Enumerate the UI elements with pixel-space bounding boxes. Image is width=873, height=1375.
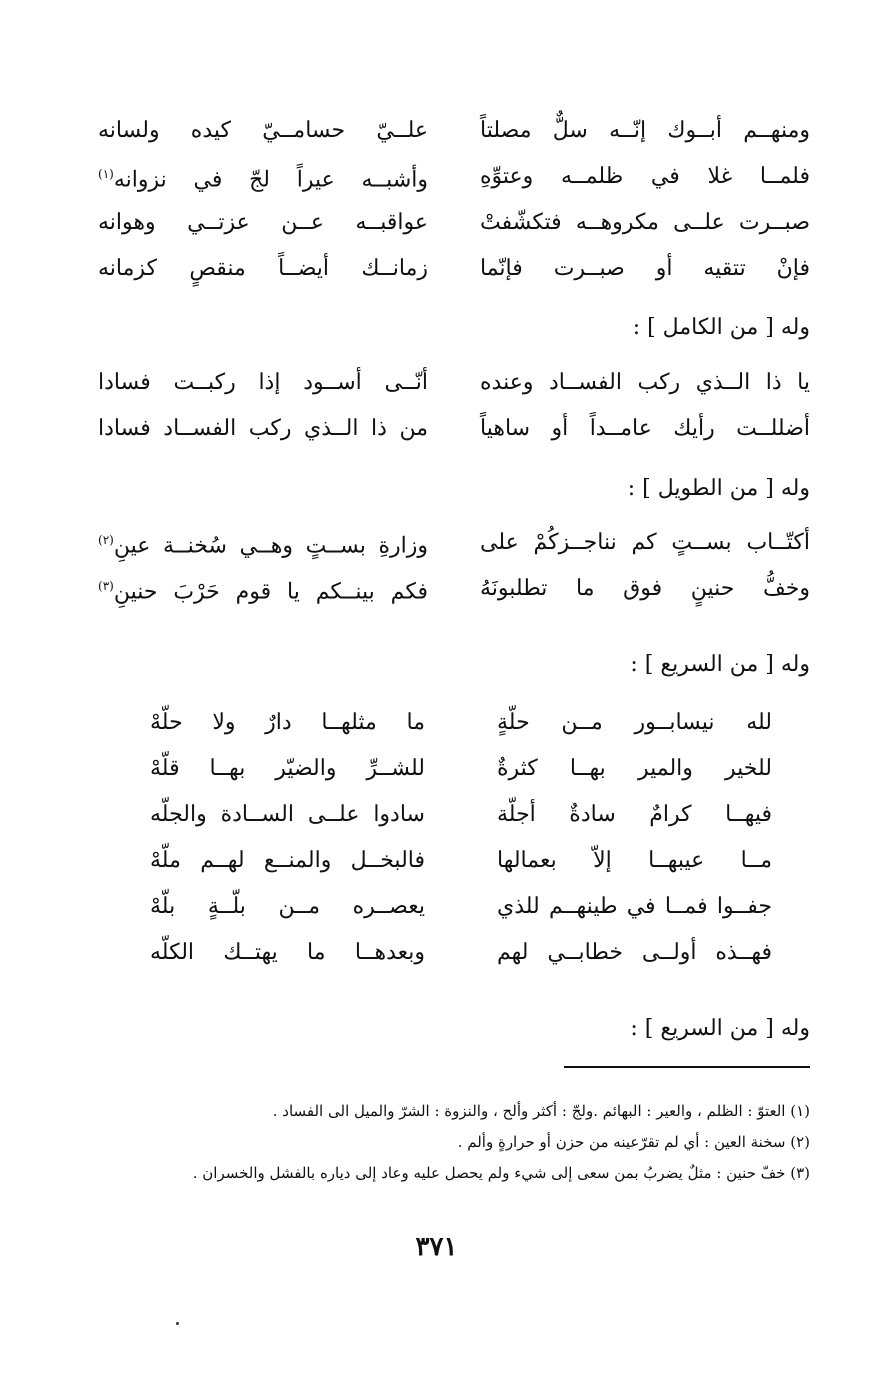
verse-first-hemistich: يا ذا الــذي ركب الفســاد وعنده (480, 370, 810, 395)
verse (98, 406, 810, 452)
hemistich-text: عواقبــه عــن عزتــي وهوانه (98, 210, 428, 235)
verse-second-hemistich (98, 414, 428, 444)
verse-first-hemistich: جفــوا فمــا في طينهــم للذي (497, 894, 772, 919)
verse (98, 246, 810, 292)
page-number: ٣٧١ (415, 1232, 458, 1262)
footnotes (98, 1096, 810, 1189)
verse (150, 838, 772, 884)
verse-first-hemistich: فلمــا غلا في ظلمــه وعتوِّهِ (480, 164, 810, 189)
verse-second-hemistich: للشــرِّ والضيّر بهــا قلّهْ (150, 756, 425, 781)
section-heading: وله [ من السريع ] : (630, 1016, 810, 1041)
hemistich-text: من ذا الــذي ركب الفســاد فسادا (98, 416, 428, 441)
verse (150, 746, 772, 792)
footnote: (١) العتوّ : الظلم ، والعير : البهائم .ولجّ : أكثر وألح ، والنزوة : الشرّ والميل الى الفساد . (272, 1102, 810, 1120)
section-heading: وله [ من الطويل ] : (627, 476, 810, 501)
verse-first-hemistich: مــا عيبهــا إلاّ بعمالها (497, 848, 772, 873)
verse-second-hemistich (98, 159, 428, 195)
section-heading: وله [ من السريع ] : (630, 652, 810, 677)
verse (98, 108, 810, 154)
hemistich-text: أنّــى أســود إذا ركبــت فسادا (98, 370, 428, 395)
verse (150, 930, 772, 976)
verse (98, 360, 810, 406)
verse-second-hemistich (98, 571, 428, 607)
verse (98, 566, 810, 612)
hemistich-text: وأشبــه عيراً لجّ في نزوانه (113, 167, 428, 193)
verse-second-hemistich: سادوا علــى الســادة والجلّه (150, 802, 425, 827)
footnote: (٣) خفّ حنين : مثلٌ يضربُ بمن سعى إلى شيء ولم يحصل عليه وعاد إلى دياره بالفشل والخسران . (192, 1164, 810, 1182)
verse-first-hemistich: أضللــت رأيك عامــداً أو ساهياً (480, 416, 810, 441)
verse-first-hemistich: لله نيسابــور مــن حلّةٍ (497, 710, 772, 735)
verse-second-hemistich: ما مثلهــا دارٌ ولا حلّهْ (150, 710, 425, 735)
poem-3 (98, 520, 810, 612)
verse (98, 520, 810, 566)
verse-first-hemistich: فيهــا كرامٌ سادةٌ أجلّة (497, 802, 772, 827)
footnote-marker: (١) (98, 166, 114, 181)
verse-second-hemistich (98, 368, 428, 398)
verse (150, 700, 772, 746)
footnote-divider (564, 1066, 810, 1068)
verse-first-hemistich: أكتّــاب بســتٍ كم نناجــزكُمْ على (480, 530, 810, 555)
verse-first-hemistich: فهــذه أولــى خطابــي لهم (497, 940, 772, 965)
verse-first-hemistich: وخفُّ حنينٍ فوق ما تطلبونَهُ (480, 576, 810, 601)
verse-second-hemistich (98, 116, 428, 146)
verse-first-hemistich: فإنْ تتقيه أو صبــرت فإنّما (480, 256, 810, 281)
hemistich-text: فكم بينــكم يا قوم حَرْبَ حنينِ (113, 579, 428, 605)
verse-second-hemistich: فالبخــل والمنــع لهــم ملّهْ (150, 848, 425, 873)
poem-4 (150, 700, 772, 976)
verse (98, 200, 810, 246)
hemistich-text: وزارةِ بســتٍ وهــي سُخنــة عينِ (113, 533, 428, 559)
verse (98, 154, 810, 200)
verse-second-hemistich: يعصــره مــن بلّــةٍ بلّهْ (150, 894, 425, 919)
hemistich-text: علــيّ حسامــيّ كيده ولسانه (98, 118, 428, 143)
footnote: (٢) سخنة العين : أي لم تقرّعينه من حزن أو حرارةٍ وألم . (457, 1133, 810, 1151)
footnote-marker: (٢) (98, 532, 114, 547)
ink-speck (176, 1322, 179, 1325)
verse-second-hemistich: وبعدهــا ما يهتــك الكلّه (150, 940, 425, 965)
verse-second-hemistich (98, 208, 428, 238)
poem-1 (98, 108, 810, 292)
footnote-marker: (٣) (98, 578, 114, 593)
verse (150, 884, 772, 930)
verse-second-hemistich (98, 525, 428, 561)
verse-second-hemistich (98, 254, 428, 284)
verse (150, 792, 772, 838)
verse-first-hemistich: ومنهــم أبــوك إنّــه سلٌّ مصلتاً (480, 118, 810, 143)
section-heading: وله [ من الكامل ] : (632, 315, 810, 340)
verse-first-hemistich: للخير والمير بهــا كثرةٌ (497, 756, 772, 781)
hemistich-text: زمانــك أيضــاً منقصٍ كزمانه (98, 256, 428, 281)
verse-first-hemistich: صبــرت علــى مكروهــه فتكشّفتْ (480, 210, 810, 235)
poem-2 (98, 360, 810, 452)
